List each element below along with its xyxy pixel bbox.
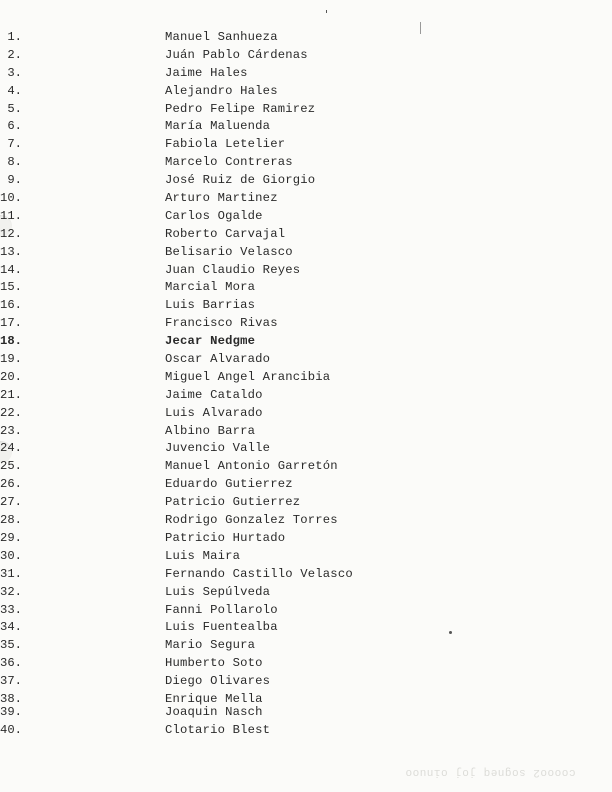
item-name: Patricio Gutierrez xyxy=(165,495,301,510)
item-name: Luis Sepúlveda xyxy=(165,584,271,599)
item-name: Diego Olivares xyxy=(165,674,271,689)
item-number: 18. xyxy=(0,334,22,349)
list-item xyxy=(0,172,480,190)
item-name: Fanni Pollarolo xyxy=(165,602,278,617)
speck xyxy=(326,10,327,13)
item-number: 24. xyxy=(0,441,22,456)
item-number: 16. xyxy=(0,298,22,313)
item-number: 4. xyxy=(7,83,22,98)
item-name: María Maluenda xyxy=(165,119,271,134)
list-item xyxy=(0,262,480,280)
item-number: 5. xyxy=(7,101,22,116)
item-name: Patricio Hurtado xyxy=(165,530,286,545)
item-number: 7. xyxy=(7,137,22,152)
item-number: 26. xyxy=(0,477,22,492)
item-name: Marcial Mora xyxy=(165,280,256,295)
item-name: Juan Claudio Reyes xyxy=(165,262,301,277)
list-item xyxy=(0,333,480,351)
list-item xyxy=(0,494,480,512)
item-name: Luis Alvarado xyxy=(165,405,263,420)
item-name: Francisco Rivas xyxy=(165,316,278,331)
item-number: 27. xyxy=(0,495,22,510)
item-number: 28. xyxy=(0,513,22,528)
item-name: Pedro Felipe Ramirez xyxy=(165,101,316,116)
item-name: Enrique Mella xyxy=(165,691,263,706)
list-item xyxy=(0,279,480,297)
item-name: José Ruiz de Giorgio xyxy=(165,173,316,188)
list-item xyxy=(0,351,480,369)
item-name: Manuel Antonio Garretón xyxy=(165,459,338,474)
list-item xyxy=(0,65,480,83)
item-name: Belisario Velasco xyxy=(165,244,293,259)
item-number: 8. xyxy=(7,155,22,170)
list-item xyxy=(0,83,480,101)
item-name: Clotario Blest xyxy=(165,722,271,737)
list-item xyxy=(0,548,480,566)
item-number: 6. xyxy=(7,119,22,134)
item-name: Luis Barrias xyxy=(165,298,256,313)
list-item xyxy=(0,190,480,208)
item-name: Humberto Soto xyxy=(165,656,263,671)
item-name: Albino Barra xyxy=(165,423,256,438)
list-item xyxy=(0,405,480,423)
item-name: Mario Segura xyxy=(165,638,256,653)
list-item xyxy=(0,704,480,722)
item-number: 14. xyxy=(0,262,22,277)
item-number: 25. xyxy=(0,459,22,474)
item-number: 35. xyxy=(0,638,22,653)
list-item xyxy=(0,440,480,458)
item-name: Marcelo Contreras xyxy=(165,155,293,170)
item-name: Luis Fuentealba xyxy=(165,620,278,635)
list-item xyxy=(0,244,480,262)
item-name: Jaime Hales xyxy=(165,65,248,80)
list-item xyxy=(0,458,480,476)
item-number: 1. xyxy=(7,30,22,44)
item-name: Fernando Castillo Velasco xyxy=(165,566,353,581)
item-name: Juvencio Valle xyxy=(165,441,271,456)
item-name: Eduardo Gutierrez xyxy=(165,477,293,492)
item-number: 3. xyxy=(7,65,22,80)
list-item xyxy=(0,530,480,548)
list-item xyxy=(0,101,480,119)
list-item xyxy=(0,154,480,172)
list-item xyxy=(0,476,480,494)
item-name: Carlos Ogalde xyxy=(165,208,263,223)
list-item xyxy=(0,297,480,315)
list-item xyxy=(0,118,480,136)
list-item xyxy=(0,423,480,441)
list-item xyxy=(0,584,480,602)
list-item xyxy=(0,136,480,154)
item-number: 38. xyxy=(0,691,22,706)
item-name: Roberto Carvajal xyxy=(165,226,286,241)
list-item xyxy=(0,722,480,740)
item-number: 15. xyxy=(0,280,22,295)
list-item xyxy=(0,208,480,226)
list-item xyxy=(0,655,480,673)
item-name: Juán Pablo Cárdenas xyxy=(165,47,308,62)
item-name: Jecar Nedgme xyxy=(165,334,256,349)
item-number: 37. xyxy=(0,674,22,689)
item-number: 31. xyxy=(0,566,22,581)
item-number: 39. xyxy=(0,704,22,719)
list-item xyxy=(0,315,480,333)
item-number: 40. xyxy=(0,722,22,737)
item-name: Rodrigo Gonzalez Torres xyxy=(165,513,338,528)
list-item xyxy=(0,29,480,47)
list-item xyxy=(0,47,480,65)
item-number: 21. xyxy=(0,387,22,402)
item-name: Fabiola Letelier xyxy=(165,137,286,152)
list-item xyxy=(0,512,480,530)
list-item xyxy=(0,602,480,620)
item-number: 22. xyxy=(0,405,22,420)
list-item xyxy=(0,637,480,655)
item-number: 34. xyxy=(0,620,22,635)
item-name: Manuel Sanhueza xyxy=(165,30,278,44)
item-name: Joaquin Nasch xyxy=(165,704,263,719)
item-number: 29. xyxy=(0,530,22,545)
list-item xyxy=(0,673,480,691)
item-name: Arturo Martinez xyxy=(165,191,278,206)
bleed-through-text: coooo2 sogneq joj oinuoo xyxy=(405,766,576,778)
item-number: 13. xyxy=(0,244,22,259)
item-number: 17. xyxy=(0,316,22,331)
item-number: 33. xyxy=(0,602,22,617)
item-number: 23. xyxy=(0,423,22,438)
item-number: 9. xyxy=(7,173,22,188)
item-number: 19. xyxy=(0,352,22,367)
name-list xyxy=(0,29,480,740)
item-number: 10. xyxy=(0,191,22,206)
item-name: Luis Maira xyxy=(165,548,241,563)
list-item xyxy=(0,369,480,387)
item-number: 12. xyxy=(0,226,22,241)
list-item xyxy=(0,226,480,244)
item-number: 20. xyxy=(0,369,22,384)
item-number: 30. xyxy=(0,548,22,563)
item-number: 36. xyxy=(0,656,22,671)
item-name: Oscar Alvarado xyxy=(165,352,271,367)
list-item xyxy=(0,387,480,405)
item-name: Miguel Angel Arancibia xyxy=(165,369,331,384)
item-number: 11. xyxy=(0,208,22,223)
list-item xyxy=(0,619,480,637)
list-item xyxy=(0,566,480,584)
list-item xyxy=(0,691,480,704)
item-number: 32. xyxy=(0,584,22,599)
item-number: 2. xyxy=(7,47,22,62)
item-name: Jaime Cataldo xyxy=(165,387,263,402)
item-name: Alejandro Hales xyxy=(165,83,278,98)
